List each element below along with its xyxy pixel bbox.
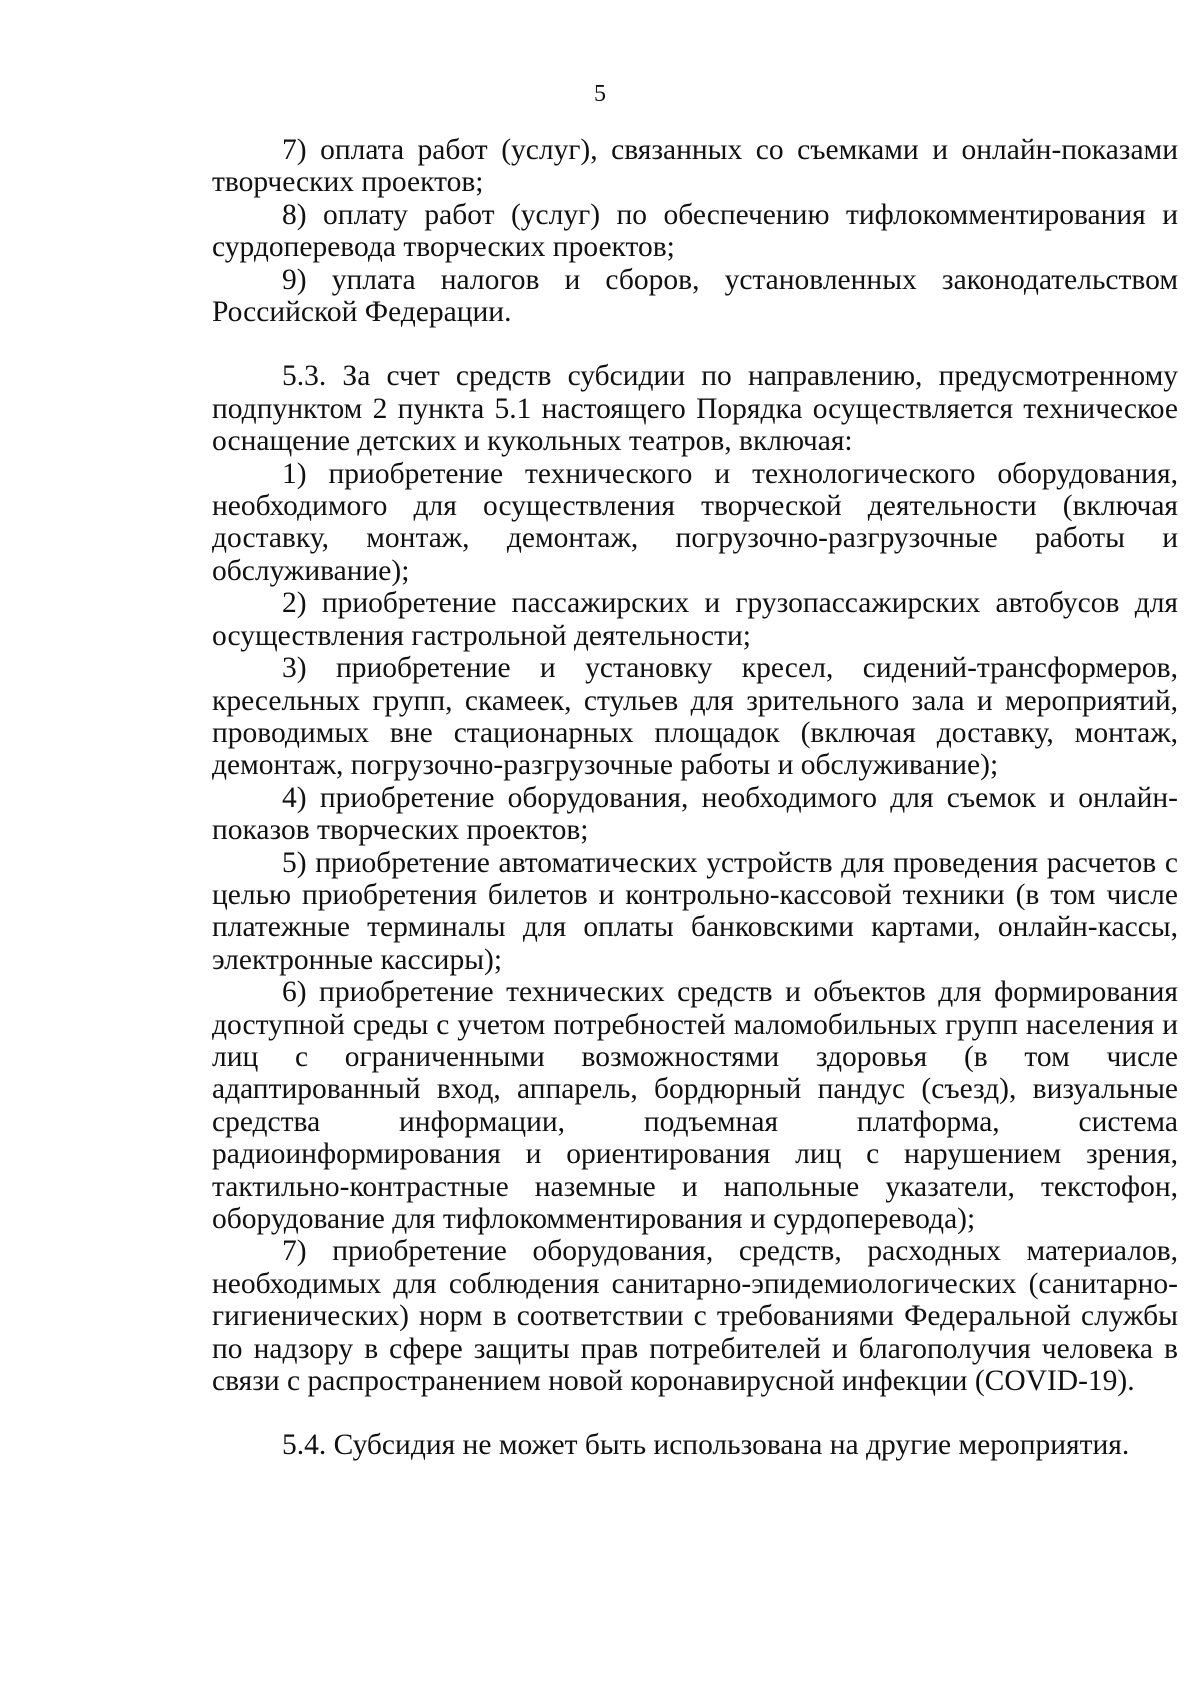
list-item-8-commentary-payment: 8) оплату работ (услуг) по обеспечению тифлокомментирования и сурдоперевода творческих проектов; <box>212 198 1178 264</box>
page-number: 5 <box>594 81 606 107</box>
section-5-3-item-5: 5) приобретение автоматических устройств для проведения расчетов с целью приобретения билетов и контрольно-кассовой техники (в том числе платежные терминалы для оплаты банковскими картами, онлайн-кассы, электронные кассиры); <box>212 846 1178 976</box>
section-5-3-intro: 5.3. За счет средств субсидии по направлению, предусмотренному подпунктом 2 пункта 5.1 настоящего Порядка осуществляется техническое оснащение детских и кукольных театров, включая: <box>212 360 1178 458</box>
document-body <box>212 134 1178 1462</box>
section-5-3-item-7: 7) приобретение оборудования, средств, расходных материалов, необходимых для соблюдения санитарно-эпидемиологических (санитарно-гигиенических) норм в соответствии с требованиями Федеральной службы по надзору в сфере защиты прав потребителей и благополучия человека в связи с распространением новой коронавирусной инфекции (COVID-19). <box>212 1235 1178 1398</box>
section-5-3-item-3: 3) приобретение и установку кресел, сидений-трансформеров, кресельных групп, скамеек, стульев для зрительного зала и мероприятий, проводимых вне стационарных площадок (включая доставку, монтаж, демонтаж, погрузочно-разгрузочные работы и обслуживание); <box>212 652 1178 782</box>
section-5-4-text: 5.4. Субсидия не может быть использована на другие мероприятия. <box>282 1429 1130 1462</box>
section-5-3-item-4: 4) приобретение оборудования, необходимого для съемок и онлайн-показов творческих проектов; <box>212 781 1178 847</box>
list-item-9-taxes: 9) уплата налогов и сборов, установленных законодательством Российской Федерации. <box>212 263 1178 329</box>
section-5-3-item-6: 6) приобретение технических средств и объектов для формирования доступной среды с учетом потребностей маломобильных групп населения и лиц с ограниченными возможностями здоровья (в том числе адаптированный вход, аппарель, бордюрный пандус (съезд), визуальные средства информации, подъемная платформа, система радиоинформирования и ориентирования лиц с нарушением зрения, тактильно-контрастные наземные и напольные указатели, текстофон, оборудование для тифлокомментирования и сурдоперевода); <box>212 976 1178 1235</box>
section-5-3-item-1: 1) приобретение технического и технологического оборудования, необходимого для осуществления творческой деятельности (включая доставку, монтаж, демонтаж, погрузочно-разгрузочные работы и обслуживание); <box>212 457 1178 587</box>
paragraph-gap <box>212 328 1178 360</box>
list-item-7-filming-payment: 7) оплата работ (услуг), связанных со съемками и онлайн-показами творческих проектов; <box>212 134 1178 199</box>
section-5-3-item-2: 2) приобретение пассажирских и грузопассажирских автобусов для осуществления гастрольной деятельности; <box>212 587 1178 652</box>
paragraph-gap <box>212 1397 1178 1429</box>
